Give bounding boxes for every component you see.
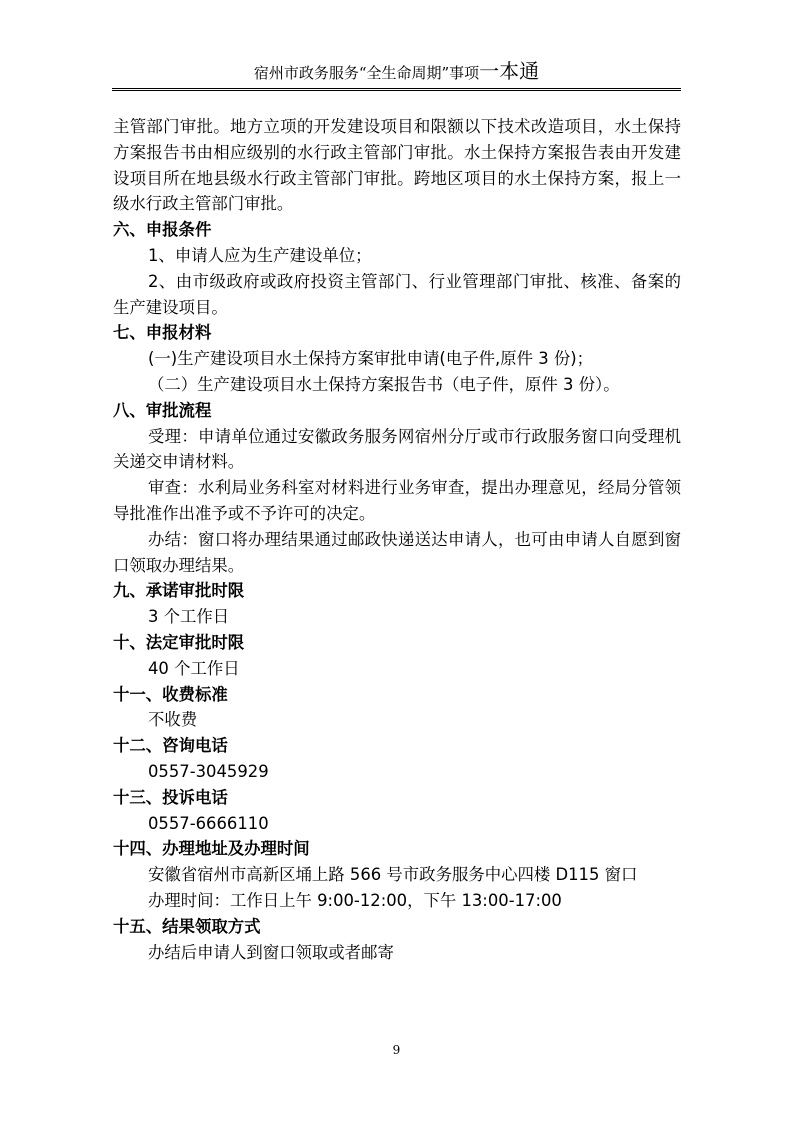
section-heading-conditions: 六、申报条件	[113, 220, 212, 240]
material-item: (一)生产建设项目水土保持方案审批申请(电子件,原件 3 份)；	[148, 349, 594, 369]
result-pickup-value: 办结后申请人到窗口领取或者邮寄	[148, 942, 394, 962]
section-heading-consult-phone: 十二、咨询电话	[113, 736, 228, 756]
section-heading-complaint-phone: 十三、投诉电话	[113, 787, 228, 807]
page-number: 9	[392, 1043, 401, 1057]
section-heading-process: 八、审批流程	[113, 400, 212, 420]
document-body	[113, 114, 681, 965]
hours-value: 办理时间：工作日上午 9:00-12:00，下午 13:00-17:00	[148, 890, 562, 910]
section-heading-result-pickup: 十五、结果领取方式	[113, 916, 261, 936]
condition-item: 2、由市级政府或政府投资主管部门、行业管理部门审批、核准、备案的生产建设项目。	[113, 271, 681, 317]
condition-item: 1、申请人应为生产建设单位；	[148, 245, 372, 265]
section-heading-legal-time: 十、法定审批时限	[113, 632, 245, 652]
address-value: 安徽省宿州市高新区埇上路 566 号市政务服务中心四楼 D115 窗口	[148, 865, 638, 885]
section-heading-promised-time: 九、承诺审批时限	[113, 581, 245, 601]
process-step-review: 审查：水利局业务科室对材料进行业务审查，提出办理意见，经局分管领导批准作出准予或不予许可的决定。	[113, 478, 681, 523]
section-heading-fee: 十一、收费标准	[113, 684, 228, 704]
legal-time-value: 40 个工作日	[148, 658, 240, 678]
complaint-phone-value: 0557-6666110	[148, 813, 269, 833]
consult-phone-value: 0557-3045929	[148, 761, 269, 781]
header-title-suffix: 一本通	[479, 59, 540, 83]
header-title: 宿州市政务服务“全生命周期”事项	[253, 64, 480, 82]
section-heading-address: 十四、办理地址及办理时间	[113, 839, 310, 859]
fee-value: 不收费	[148, 710, 198, 730]
promised-time-value: 3 个工作日	[148, 607, 230, 627]
intro-paragraph: 主管部门审批。地方立项的开发建设项目和限额以下技术改造项目，水土保持方案报告书由相应级别的水行政主管部门审批。水土保持方案报告表由开发建设项目所在地县级水行政主管部门审批。跨地区项目的水土保持方案，报上一级水行政主管部门审批。	[113, 117, 681, 214]
page-header	[112, 60, 681, 91]
material-item: （二）生产建设项目水土保持方案报告书（电子件，原件 3 份）。	[148, 374, 620, 394]
section-heading-materials: 七、申报材料	[113, 323, 212, 343]
process-step-complete: 办结：窗口将办理结果通过邮政快递送达申请人，也可由申请人自愿到窗口领取办理结果。	[113, 529, 681, 575]
process-step-accept: 受理：申请单位通过安徽政务服务网宿州分厅或市行政服务窗口向受理机关递交申请材料。	[113, 426, 681, 472]
